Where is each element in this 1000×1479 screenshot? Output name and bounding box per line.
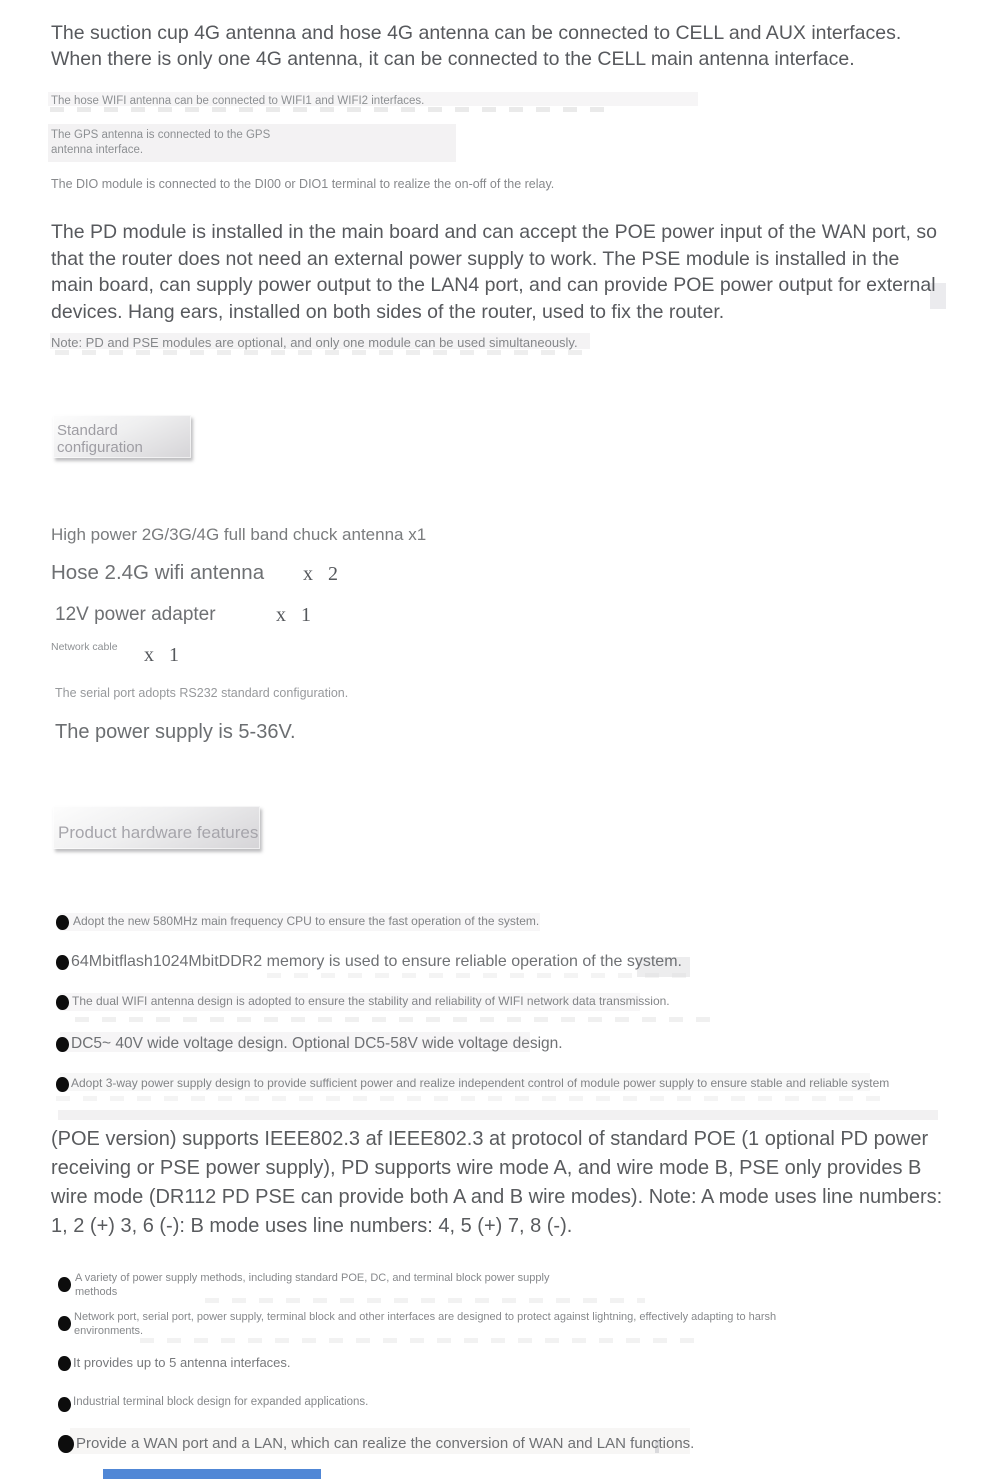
bullet-icon — [56, 1037, 69, 1052]
standard-configuration-button[interactable]: Standard configuration — [53, 415, 191, 458]
feature-item — [56, 1076, 916, 1092]
pd-note: Note: PD and PSE modules are optional, and only one module can be used simultaneously. — [51, 335, 578, 350]
feature-text: It provides up to 5 antenna interfaces. — [73, 1355, 291, 1370]
note-gps: The GPS antenna is connected to the GPS antenna interface. — [51, 129, 271, 156]
scan-blur-row — [55, 350, 595, 355]
feature-item — [58, 1396, 658, 1412]
poe-paragraph: (POE version) supports IEEE802.3 af IEEE802.3 at protocol of standard POE (1 optional PD power receiving or PSE power supply), PD supports wire mode A, and wire mode B, PSE only provides B wire mode (DR112 PD PSE can provide both A and B wire modes). Note: A mode uses line numbers: 1, 2 (+) 3, 6 (-): B mode uses line numbers: 4, 5 (+) 7, 8 (-). — [51, 1128, 943, 1237]
bottom-accent-bar — [103, 1469, 321, 1479]
feature-text: A variety of power supply methods, including standard POE, DC, and terminal block power supply methods — [75, 1272, 550, 1298]
bullet-icon — [56, 955, 69, 970]
config-item-power-adapter-qty: x 1 — [276, 604, 311, 626]
note-hose-wifi: The hose WIFI antenna can be connected to WIFI1 and WIFI2 interfaces. — [51, 95, 425, 107]
serial-port-note: The serial port adopts RS232 standard configuration. — [55, 686, 349, 700]
feature-item — [56, 953, 876, 971]
feature-item — [58, 1271, 578, 1299]
config-item-network-cable-qty: x 1 — [144, 644, 179, 666]
feature-text: DC5~ 40V wide voltage design. Optional DC5-58V wide voltage design. — [71, 1035, 563, 1052]
feature-item — [58, 1435, 778, 1453]
bullet-icon — [58, 1397, 71, 1412]
feature-item — [56, 914, 856, 930]
scan-smudge — [58, 1110, 938, 1120]
config-item-wifi-antenna-qty: x 2 — [303, 563, 338, 585]
intro-paragraph: The suction cup 4G antenna and hose 4G antenna can be connected to CELL and AUX interfaces. When there is only one 4G antenna, it can be connected to the CELL main antenna interface. — [51, 22, 902, 70]
bullet-icon — [56, 1077, 69, 1092]
scan-blur-row — [56, 1096, 886, 1101]
feature-item — [56, 994, 876, 1010]
bullet-icon — [58, 1277, 71, 1292]
feature-item — [58, 1310, 788, 1338]
config-item-wifi-antenna: Hose 2.4G wifi antenna — [51, 561, 265, 584]
bullet-icon — [58, 1356, 71, 1371]
bullet-icon — [56, 995, 69, 1010]
feature-text: 64Mbitflash1024MbitDDR2 memory is used to ensure reliable operation of the system. — [71, 953, 682, 970]
bullet-icon — [58, 1316, 71, 1331]
feature-text: The dual WIFI antenna design is adopted to ensure the stability and reliability of WIFI network data transmission. — [72, 994, 670, 1008]
feature-item — [58, 1355, 558, 1371]
config-item-power-adapter: 12V power adapter — [55, 604, 216, 625]
feature-text: Network port, serial port, power supply, terminal block and other interfaces are designed to protect against lightning, effectively adapting to harsh environments. — [74, 1311, 777, 1337]
product-hardware-features-button[interactable]: Product hardware features — [53, 806, 260, 849]
power-supply-note: The power supply is 5-36V. — [55, 721, 296, 743]
pd-paragraph: The PD module is installed in the main board and can accept the POE power input of the WAN port, so that the router does not need an external power supply to work. The PSE module is installed in the main board, can supply power output to the LAN4 port, and can provide POE power output for external devices. Hang ears, installed on both sides of the router, used to fix the router. — [51, 221, 937, 323]
feature-text: Industrial terminal block design for expanded applications. — [73, 1396, 369, 1408]
feature-text: Provide a WAN port and a LAN, which can realize the conversion of WAN and LAN functions. — [76, 1435, 695, 1452]
scan-blur-row — [140, 1338, 705, 1343]
scan-blur-row — [267, 973, 687, 978]
config-item-chuck-antenna: High power 2G/3G/4G full band chuck antenna x1 — [51, 525, 427, 544]
scan-blur-row — [75, 1017, 715, 1022]
feature-text: Adopt 3-way power supply design to provide sufficient power and realize independent control of module power supply to ensure stable and reliable system — [71, 1076, 890, 1090]
bullet-icon — [56, 915, 69, 930]
bullet-icon — [58, 1435, 74, 1453]
note-dio: The DIO module is connected to the DI00 or DIO1 terminal to realize the on-off of the relay. — [51, 177, 555, 191]
feature-item — [56, 1035, 876, 1053]
config-item-network-cable: Network cable — [51, 641, 118, 653]
feature-text: Adopt the new 580MHz main frequency CPU to ensure the fast operation of the system. — [73, 914, 540, 928]
